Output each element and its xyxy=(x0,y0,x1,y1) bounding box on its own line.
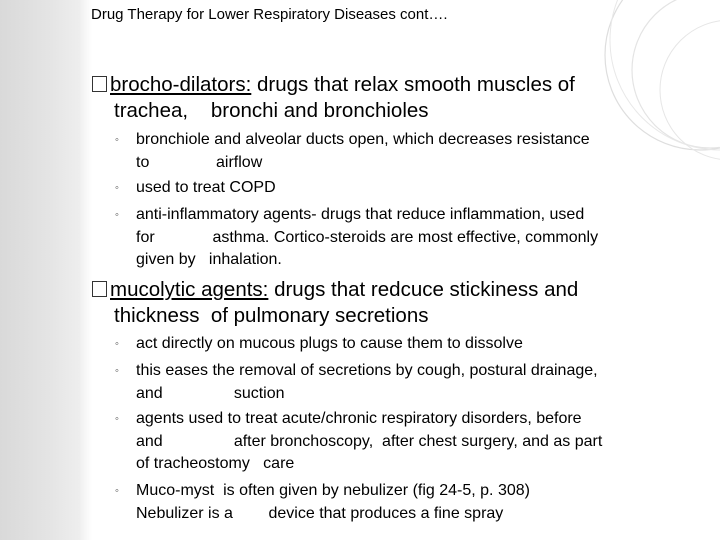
sub-item-line: to airflow xyxy=(136,153,263,171)
sub-item-line: agents used to treat acute/chronic respiratory disorders, before xyxy=(136,410,582,427)
circle-bullet-icon: ◦ xyxy=(115,182,119,194)
sub-item xyxy=(115,177,715,200)
bullet-text-line2: thickness of pulmonary secretions xyxy=(114,304,429,327)
slide-title: Drug Therapy for Lower Respiratory Diseases cont…. xyxy=(91,6,448,23)
sub-item-line: Muco-myst is often given by nebulizer (fig 24-5, p. 308) xyxy=(136,482,530,499)
left-decorative-band xyxy=(0,0,80,540)
sub-item xyxy=(115,129,715,174)
sub-item-line: given by inhalation. xyxy=(136,251,282,268)
band-edge-gradient xyxy=(80,0,92,540)
circle-bullet-icon: ◦ xyxy=(115,134,119,146)
bullet-bronchodilators xyxy=(92,72,575,124)
sub-item-line: of tracheostomy care xyxy=(136,455,295,472)
sub-item-line: for asthma. Cortico-steroids are most effective, commonly xyxy=(136,228,599,246)
term-bronchodilators: brocho-dilators: xyxy=(110,73,252,96)
circle-bullet-icon: ◦ xyxy=(115,485,119,497)
circle-bullet-icon: ◦ xyxy=(115,365,119,377)
bullet-text-line1: drugs that redcuce stickiness and xyxy=(268,278,579,301)
bullet-mucolytic-agents xyxy=(92,277,578,329)
sub-item xyxy=(115,204,715,272)
circle-bullet-icon: ◦ xyxy=(115,413,119,425)
sub-item-line: used to treat COPD xyxy=(136,179,276,196)
sub-item-line: act directly on mucous plugs to cause them to dissolve xyxy=(136,335,523,352)
sub-item-line: and suction xyxy=(136,384,285,402)
term-mucolytic-agents: mucolytic agents: xyxy=(110,278,269,301)
sub-item xyxy=(115,360,715,405)
sub-item-line: bronchiole and alveolar ducts open, which decreases resistance xyxy=(136,131,590,148)
sub-item-line: Nebulizer is a device that produces a fine spray xyxy=(136,504,504,522)
sub-item-line: and after bronchoscopy, after chest surgery, and as part xyxy=(136,432,603,450)
checkbox-bullet-icon xyxy=(92,76,107,92)
sub-item xyxy=(115,480,715,525)
checkbox-bullet-icon xyxy=(92,281,107,297)
sub-item-line: anti-inflammatory agents- drugs that reduce inflammation, used xyxy=(136,206,585,223)
circle-bullet-icon: ◦ xyxy=(115,209,119,221)
sub-item xyxy=(115,408,715,476)
bullet-text-line1: drugs that relax smooth muscles of xyxy=(251,73,575,96)
sub-item-line: this eases the removal of secretions by cough, postural drainage, xyxy=(136,362,598,379)
sub-item xyxy=(115,333,715,356)
bullet-text-line2: trachea, bronchi and bronchioles xyxy=(114,99,429,122)
circle-bullet-icon: ◦ xyxy=(115,338,119,350)
